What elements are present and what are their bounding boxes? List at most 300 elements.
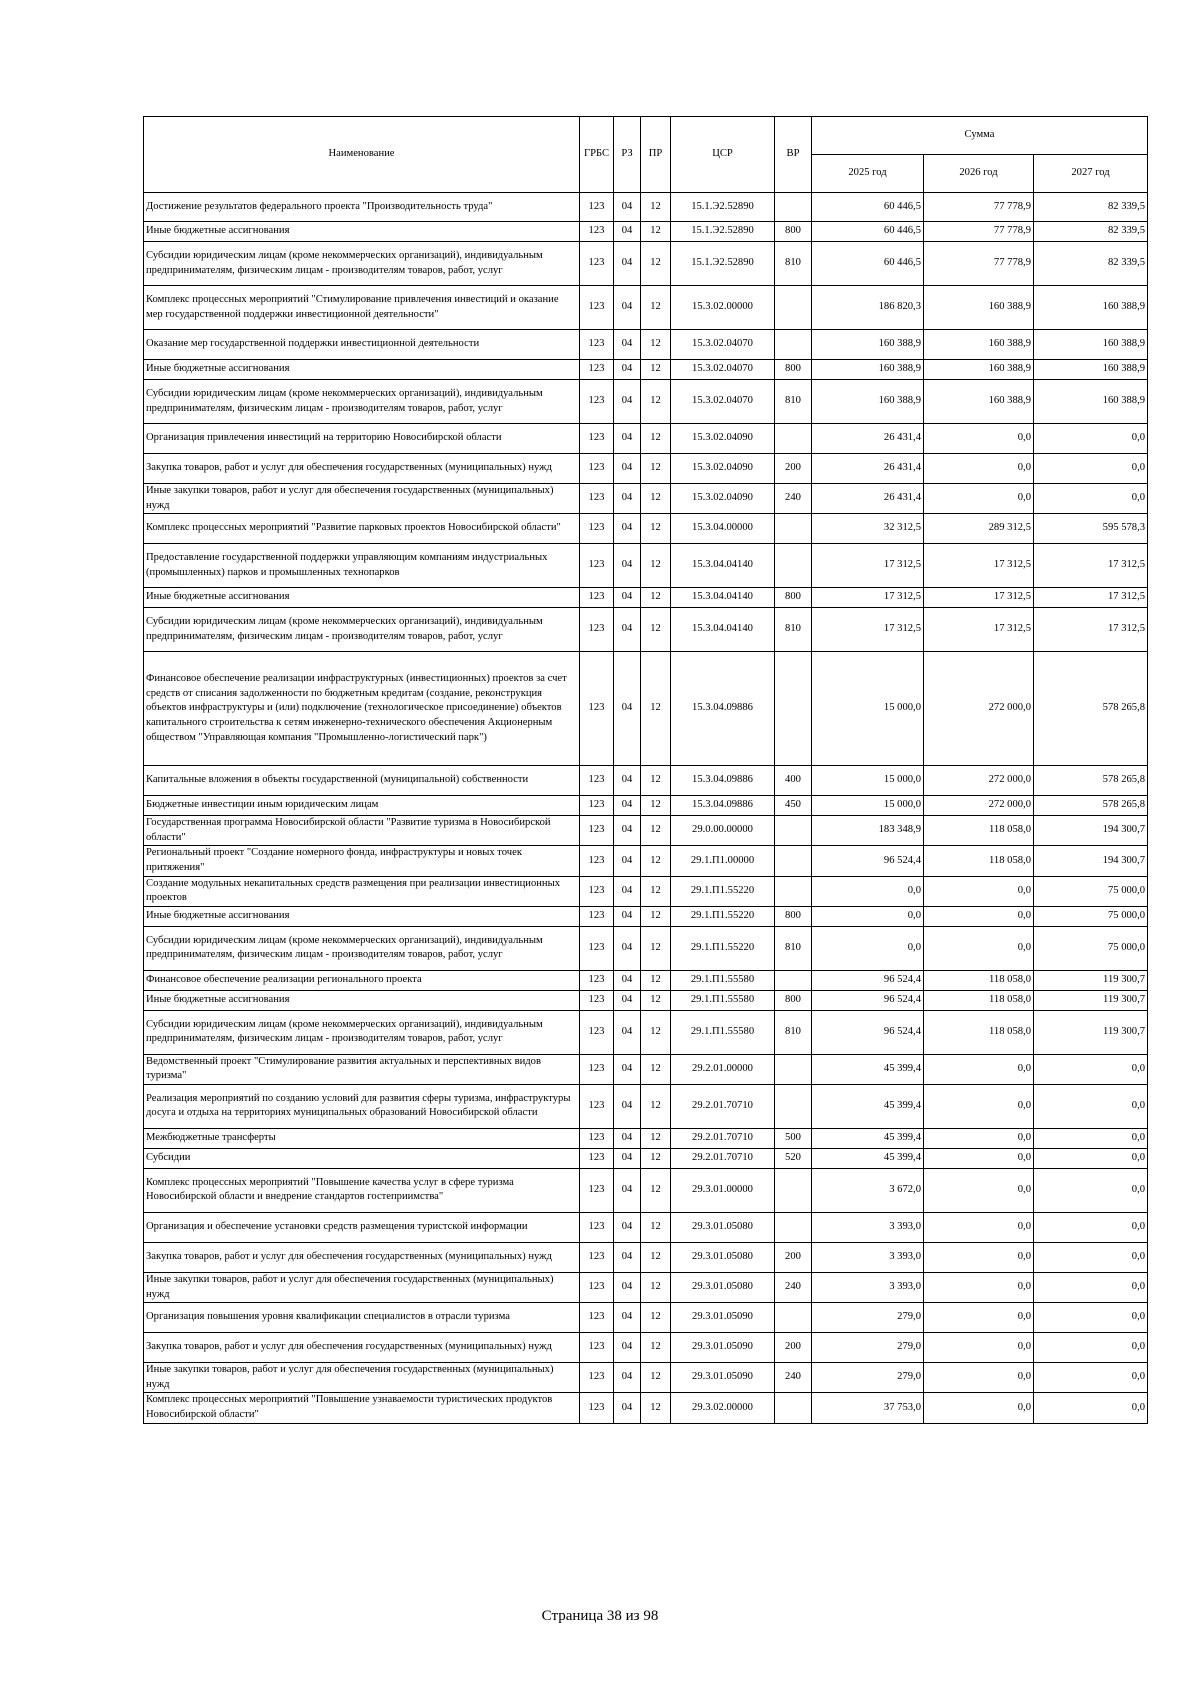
row-pr: 12 <box>641 286 671 330</box>
row-sum-2026: 17 312,5 <box>924 608 1034 652</box>
row-sum-2025: 45 399,4 <box>812 1148 924 1168</box>
row-csr: 15.1.Э2.52890 <box>671 222 775 242</box>
row-sum-2026: 0,0 <box>924 1363 1034 1393</box>
row-name: Субсидии юридическим лицам (кроме некоммерческих организаций), индивидуальным предпринимателям, физическим лицам - производителям товаров, работ, услуг <box>144 926 580 970</box>
col-header-csr: ЦСР <box>671 117 775 193</box>
row-vr: 200 <box>775 454 812 484</box>
row-sum-2027: 17 312,5 <box>1034 544 1148 588</box>
row-pr: 12 <box>641 1272 671 1302</box>
row-sum-2026: 160 388,9 <box>924 286 1034 330</box>
row-vr <box>775 1168 812 1212</box>
row-rz: 04 <box>614 544 641 588</box>
row-rz: 04 <box>614 380 641 424</box>
row-name: Организация привлечения инвестиций на территорию Новосибирской области <box>144 424 580 454</box>
row-sum-2025: 37 753,0 <box>812 1393 924 1423</box>
table-row <box>144 286 1148 330</box>
row-vr <box>775 652 812 766</box>
row-csr: 15.3.02.04070 <box>671 330 775 360</box>
row-sum-2027: 0,0 <box>1034 1148 1148 1168</box>
row-sum-2025: 96 524,4 <box>812 1010 924 1054</box>
row-csr: 29.2.01.00000 <box>671 1054 775 1084</box>
row-name: Бюджетные инвестиции иным юридическим лицам <box>144 796 580 816</box>
table-row <box>144 796 1148 816</box>
row-vr: 400 <box>775 766 812 796</box>
row-rz: 04 <box>614 1242 641 1272</box>
table-row <box>144 816 1148 846</box>
row-grbs: 123 <box>580 1303 614 1333</box>
row-grbs: 123 <box>580 1054 614 1084</box>
row-rz: 04 <box>614 588 641 608</box>
row-sum-2025: 0,0 <box>812 876 924 906</box>
row-csr: 29.3.02.00000 <box>671 1393 775 1423</box>
row-csr: 29.0.00.00000 <box>671 816 775 846</box>
row-sum-2026: 0,0 <box>924 926 1034 970</box>
row-sum-2027: 75 000,0 <box>1034 906 1148 926</box>
row-name: Субсидии юридическим лицам (кроме некоммерческих организаций), индивидуальным предпринимателям, физическим лицам - производителям товаров, работ, услуг <box>144 242 580 286</box>
row-vr: 810 <box>775 926 812 970</box>
row-sum-2026: 272 000,0 <box>924 766 1034 796</box>
row-sum-2025: 183 348,9 <box>812 816 924 846</box>
row-grbs: 123 <box>580 330 614 360</box>
row-name: Капитальные вложения в объекты государственной (муниципальной) собственности <box>144 766 580 796</box>
table-row <box>144 1363 1148 1393</box>
row-rz: 04 <box>614 608 641 652</box>
row-sum-2026: 272 000,0 <box>924 652 1034 766</box>
budget-table <box>143 116 1148 1424</box>
row-sum-2027: 578 265,8 <box>1034 766 1148 796</box>
row-pr: 12 <box>641 876 671 906</box>
row-grbs: 123 <box>580 286 614 330</box>
row-pr: 12 <box>641 926 671 970</box>
row-csr: 29.2.01.70710 <box>671 1148 775 1168</box>
row-name: Ведомственный проект "Стимулирование развития актуальных и перспективных видов туризма" <box>144 1054 580 1084</box>
table-row <box>144 970 1148 990</box>
row-rz: 04 <box>614 1363 641 1393</box>
row-sum-2025: 3 393,0 <box>812 1242 924 1272</box>
row-rz: 04 <box>614 286 641 330</box>
row-sum-2026: 118 058,0 <box>924 990 1034 1010</box>
row-grbs: 123 <box>580 926 614 970</box>
table-row <box>144 454 1148 484</box>
row-name: Создание модульных некапитальных средств размещения при реализации инвестиционных проектов <box>144 876 580 906</box>
row-grbs: 123 <box>580 380 614 424</box>
row-sum-2026: 160 388,9 <box>924 360 1034 380</box>
row-pr: 12 <box>641 360 671 380</box>
row-sum-2025: 17 312,5 <box>812 608 924 652</box>
col-header-grbs: ГРБС <box>580 117 614 193</box>
row-rz: 04 <box>614 1128 641 1148</box>
row-sum-2026: 77 778,9 <box>924 193 1034 222</box>
row-sum-2025: 15 000,0 <box>812 796 924 816</box>
row-grbs: 123 <box>580 796 614 816</box>
row-pr: 12 <box>641 906 671 926</box>
row-name: Субсидии юридическим лицам (кроме некоммерческих организаций), индивидуальным предпринимателям, физическим лицам - производителям товаров, работ, услуг <box>144 608 580 652</box>
row-rz: 04 <box>614 1212 641 1242</box>
row-vr: 450 <box>775 796 812 816</box>
row-sum-2027: 82 339,5 <box>1034 193 1148 222</box>
row-grbs: 123 <box>580 1363 614 1393</box>
row-sum-2027: 82 339,5 <box>1034 222 1148 242</box>
row-vr <box>775 514 812 544</box>
row-pr: 12 <box>641 1333 671 1363</box>
table-row <box>144 1272 1148 1302</box>
row-vr: 500 <box>775 1128 812 1148</box>
row-vr <box>775 876 812 906</box>
row-sum-2027: 0,0 <box>1034 1272 1148 1302</box>
row-name: Межбюджетные трансферты <box>144 1128 580 1148</box>
row-sum-2027: 0,0 <box>1034 1128 1148 1148</box>
row-sum-2026: 118 058,0 <box>924 970 1034 990</box>
row-rz: 04 <box>614 846 641 876</box>
row-sum-2026: 0,0 <box>924 1148 1034 1168</box>
row-sum-2027: 578 265,8 <box>1034 652 1148 766</box>
row-rz: 04 <box>614 454 641 484</box>
table-row <box>144 1333 1148 1363</box>
row-sum-2027: 0,0 <box>1034 454 1148 484</box>
row-rz: 04 <box>614 1393 641 1423</box>
row-rz: 04 <box>614 360 641 380</box>
table-row <box>144 906 1148 926</box>
row-vr <box>775 846 812 876</box>
row-pr: 12 <box>641 1148 671 1168</box>
row-sum-2025: 45 399,4 <box>812 1054 924 1084</box>
row-csr: 15.3.02.04070 <box>671 380 775 424</box>
row-name: Комплекс процессных мероприятий "Стимулирование привлечения инвестиций и оказание мер государственной поддержки инвестиционной деятельности" <box>144 286 580 330</box>
row-csr: 15.3.04.09886 <box>671 652 775 766</box>
row-pr: 12 <box>641 514 671 544</box>
row-vr: 800 <box>775 906 812 926</box>
table-row <box>144 608 1148 652</box>
row-rz: 04 <box>614 424 641 454</box>
row-grbs: 123 <box>580 876 614 906</box>
row-sum-2026: 17 312,5 <box>924 588 1034 608</box>
table-row <box>144 514 1148 544</box>
row-vr <box>775 1212 812 1242</box>
table-row <box>144 360 1148 380</box>
row-csr: 15.3.04.09886 <box>671 796 775 816</box>
row-csr: 29.1.П1.55580 <box>671 990 775 1010</box>
col-header-2026: 2026 год <box>924 155 1034 193</box>
row-csr: 15.3.04.04140 <box>671 588 775 608</box>
table-row <box>144 588 1148 608</box>
table-row <box>144 766 1148 796</box>
table-row <box>144 330 1148 360</box>
row-csr: 15.3.02.00000 <box>671 286 775 330</box>
row-rz: 04 <box>614 222 641 242</box>
row-sum-2025: 45 399,4 <box>812 1128 924 1148</box>
row-pr: 12 <box>641 766 671 796</box>
row-pr: 12 <box>641 990 671 1010</box>
row-rz: 04 <box>614 1168 641 1212</box>
row-vr: 810 <box>775 242 812 286</box>
table-row <box>144 544 1148 588</box>
row-sum-2025: 160 388,9 <box>812 380 924 424</box>
row-sum-2027: 160 388,9 <box>1034 330 1148 360</box>
row-pr: 12 <box>641 242 671 286</box>
row-rz: 04 <box>614 1148 641 1168</box>
row-name: Иные закупки товаров, работ и услуг для обеспечения государственных (муниципальных) нужд <box>144 1272 580 1302</box>
row-pr: 12 <box>641 816 671 846</box>
row-vr <box>775 970 812 990</box>
row-sum-2025: 0,0 <box>812 926 924 970</box>
row-sum-2027: 0,0 <box>1034 1242 1148 1272</box>
table-row <box>144 222 1148 242</box>
row-sum-2025: 15 000,0 <box>812 652 924 766</box>
row-pr: 12 <box>641 1393 671 1423</box>
row-sum-2025: 279,0 <box>812 1303 924 1333</box>
row-sum-2027: 119 300,7 <box>1034 970 1148 990</box>
row-name: Субсидии юридическим лицам (кроме некоммерческих организаций), индивидуальным предпринимателям, физическим лицам - производителям товаров, работ, услуг <box>144 1010 580 1054</box>
row-csr: 29.3.01.05080 <box>671 1242 775 1272</box>
row-name: Финансовое обеспечение реализации инфраструктурных (инвестиционных) проектов за счет средств от списания задолженности по бюджетным кредитам (создание, реконструкция объектов инфраструктуры и (или) подключение (технологическое присоединение) объектов капитального строительства к сетям инженерно-технического обеспечения Акционерным обществом "Управляющая компания "Промышленно-логистический парк") <box>144 652 580 766</box>
row-vr: 200 <box>775 1242 812 1272</box>
row-rz: 04 <box>614 990 641 1010</box>
row-name: Субсидии <box>144 1148 580 1168</box>
row-name: Закупка товаров, работ и услуг для обеспечения государственных (муниципальных) нужд <box>144 1333 580 1363</box>
row-vr <box>775 1054 812 1084</box>
row-sum-2025: 60 446,5 <box>812 222 924 242</box>
col-header-sum: Сумма <box>812 117 1148 155</box>
row-sum-2026: 0,0 <box>924 1084 1034 1128</box>
row-csr: 15.1.Э2.52890 <box>671 193 775 222</box>
row-pr: 12 <box>641 330 671 360</box>
row-sum-2026: 77 778,9 <box>924 242 1034 286</box>
row-vr <box>775 816 812 846</box>
row-name: Региональный проект "Создание номерного фонда, инфраструктуры и новых точек притяжения" <box>144 846 580 876</box>
row-rz: 04 <box>614 242 641 286</box>
row-grbs: 123 <box>580 544 614 588</box>
row-sum-2025: 3 672,0 <box>812 1168 924 1212</box>
row-vr: 520 <box>775 1148 812 1168</box>
row-vr <box>775 544 812 588</box>
row-vr <box>775 424 812 454</box>
table-row <box>144 1054 1148 1084</box>
row-rz: 04 <box>614 1010 641 1054</box>
row-vr <box>775 1084 812 1128</box>
table-row <box>144 1010 1148 1054</box>
row-sum-2027: 194 300,7 <box>1034 846 1148 876</box>
row-sum-2025: 17 312,5 <box>812 588 924 608</box>
row-pr: 12 <box>641 424 671 454</box>
row-sum-2026: 118 058,0 <box>924 846 1034 876</box>
table-row <box>144 1393 1148 1423</box>
row-grbs: 123 <box>580 222 614 242</box>
row-sum-2027: 0,0 <box>1034 1333 1148 1363</box>
row-vr: 240 <box>775 1363 812 1393</box>
row-grbs: 123 <box>580 514 614 544</box>
row-sum-2027: 75 000,0 <box>1034 926 1148 970</box>
row-sum-2027: 0,0 <box>1034 1168 1148 1212</box>
row-sum-2025: 186 820,3 <box>812 286 924 330</box>
row-sum-2026: 17 312,5 <box>924 544 1034 588</box>
row-grbs: 123 <box>580 1393 614 1423</box>
col-header-pr: ПР <box>641 117 671 193</box>
row-pr: 12 <box>641 1084 671 1128</box>
row-csr: 15.3.02.04070 <box>671 360 775 380</box>
row-pr: 12 <box>641 193 671 222</box>
row-vr: 810 <box>775 380 812 424</box>
row-csr: 29.1.П1.55580 <box>671 970 775 990</box>
row-name: Иные закупки товаров, работ и услуг для обеспечения государственных (муниципальных) нужд <box>144 1363 580 1393</box>
row-sum-2027: 0,0 <box>1034 1212 1148 1242</box>
row-csr: 15.3.04.04140 <box>671 544 775 588</box>
row-sum-2026: 0,0 <box>924 1333 1034 1363</box>
row-grbs: 123 <box>580 766 614 796</box>
row-grbs: 123 <box>580 990 614 1010</box>
row-rz: 04 <box>614 970 641 990</box>
row-rz: 04 <box>614 330 641 360</box>
col-header-2027: 2027 год <box>1034 155 1148 193</box>
row-name: Реализация мероприятий по созданию условий для развития сферы туризма, инфраструктуры досуга и отдыха на территориях муниципальных образований Новосибирской области <box>144 1084 580 1128</box>
row-sum-2027: 119 300,7 <box>1034 990 1148 1010</box>
row-sum-2025: 17 312,5 <box>812 544 924 588</box>
page-number: Страница 38 из 98 <box>541 1608 659 1624</box>
row-sum-2025: 26 431,4 <box>812 484 924 514</box>
row-grbs: 123 <box>580 454 614 484</box>
row-grbs: 123 <box>580 1333 614 1363</box>
row-sum-2025: 26 431,4 <box>812 424 924 454</box>
row-rz: 04 <box>614 652 641 766</box>
row-sum-2026: 0,0 <box>924 876 1034 906</box>
row-grbs: 123 <box>580 608 614 652</box>
row-pr: 12 <box>641 222 671 242</box>
table-row <box>144 1303 1148 1333</box>
row-sum-2025: 96 524,4 <box>812 970 924 990</box>
table-row <box>144 926 1148 970</box>
row-vr <box>775 286 812 330</box>
table-row <box>144 1212 1148 1242</box>
row-sum-2025: 96 524,4 <box>812 846 924 876</box>
table-row <box>144 846 1148 876</box>
row-sum-2025: 32 312,5 <box>812 514 924 544</box>
row-sum-2026: 0,0 <box>924 1393 1034 1423</box>
row-name: Иные бюджетные ассигнования <box>144 222 580 242</box>
row-sum-2027: 0,0 <box>1034 1084 1148 1128</box>
row-grbs: 123 <box>580 1010 614 1054</box>
row-grbs: 123 <box>580 424 614 454</box>
row-sum-2027: 17 312,5 <box>1034 608 1148 652</box>
row-grbs: 123 <box>580 652 614 766</box>
row-sum-2027: 160 388,9 <box>1034 360 1148 380</box>
row-grbs: 123 <box>580 846 614 876</box>
row-rz: 04 <box>614 926 641 970</box>
row-sum-2027: 119 300,7 <box>1034 1010 1148 1054</box>
row-grbs: 123 <box>580 816 614 846</box>
row-sum-2026: 118 058,0 <box>924 816 1034 846</box>
col-header-name: Наименование <box>144 117 580 193</box>
row-sum-2027: 578 265,8 <box>1034 796 1148 816</box>
row-grbs: 123 <box>580 970 614 990</box>
row-sum-2027: 82 339,5 <box>1034 242 1148 286</box>
row-pr: 12 <box>641 544 671 588</box>
row-rz: 04 <box>614 1333 641 1363</box>
table-row <box>144 990 1148 1010</box>
row-sum-2025: 160 388,9 <box>812 330 924 360</box>
row-csr: 15.3.02.04090 <box>671 454 775 484</box>
row-csr: 15.3.02.04090 <box>671 484 775 514</box>
row-vr: 800 <box>775 588 812 608</box>
row-vr: 800 <box>775 360 812 380</box>
col-header-vr: ВР <box>775 117 812 193</box>
row-sum-2026: 77 778,9 <box>924 222 1034 242</box>
row-name: Иные бюджетные ассигнования <box>144 588 580 608</box>
table-row <box>144 424 1148 454</box>
table-row <box>144 193 1148 222</box>
row-sum-2025: 0,0 <box>812 906 924 926</box>
row-sum-2027: 0,0 <box>1034 1363 1148 1393</box>
row-name: Комплекс процессных мероприятий "Повышение узнаваемости туристических продуктов Новосибирской области" <box>144 1393 580 1423</box>
row-vr: 240 <box>775 484 812 514</box>
row-name: Государственная программа Новосибирской области "Развитие туризма в Новосибирской области" <box>144 816 580 846</box>
row-sum-2027: 0,0 <box>1034 1303 1148 1333</box>
row-csr: 29.3.01.00000 <box>671 1168 775 1212</box>
table-row <box>144 1168 1148 1212</box>
row-csr: 15.1.Э2.52890 <box>671 242 775 286</box>
row-pr: 12 <box>641 970 671 990</box>
row-grbs: 123 <box>580 1148 614 1168</box>
table-row <box>144 484 1148 514</box>
row-csr: 15.3.02.04090 <box>671 424 775 454</box>
row-grbs: 123 <box>580 1272 614 1302</box>
row-name: Комплекс процессных мероприятий "Развитие парковых проектов Новосибирской области" <box>144 514 580 544</box>
row-rz: 04 <box>614 906 641 926</box>
row-grbs: 123 <box>580 1084 614 1128</box>
row-rz: 04 <box>614 1084 641 1128</box>
col-header-2025: 2025 год <box>812 155 924 193</box>
row-vr <box>775 193 812 222</box>
row-grbs: 123 <box>580 484 614 514</box>
row-vr: 810 <box>775 608 812 652</box>
row-sum-2026: 160 388,9 <box>924 330 1034 360</box>
row-grbs: 123 <box>580 360 614 380</box>
row-pr: 12 <box>641 796 671 816</box>
row-rz: 04 <box>614 514 641 544</box>
row-csr: 29.2.01.70710 <box>671 1128 775 1148</box>
row-sum-2025: 96 524,4 <box>812 990 924 1010</box>
row-sum-2025: 3 393,0 <box>812 1272 924 1302</box>
row-name: Иные бюджетные ассигнования <box>144 906 580 926</box>
row-csr: 29.1.П1.55220 <box>671 906 775 926</box>
row-name: Предоставление государственной поддержки управляющим компаниям индустриальных (промышленных) парков и промышленных технопарков <box>144 544 580 588</box>
row-sum-2025: 160 388,9 <box>812 360 924 380</box>
row-vr: 810 <box>775 1010 812 1054</box>
row-sum-2026: 0,0 <box>924 1242 1034 1272</box>
row-name: Иные бюджетные ассигнования <box>144 360 580 380</box>
table-row <box>144 1148 1148 1168</box>
row-grbs: 123 <box>580 1242 614 1272</box>
table-row <box>144 652 1148 766</box>
row-rz: 04 <box>614 766 641 796</box>
row-pr: 12 <box>641 608 671 652</box>
row-grbs: 123 <box>580 1168 614 1212</box>
row-sum-2025: 60 446,5 <box>812 193 924 222</box>
row-csr: 29.1.П1.55220 <box>671 926 775 970</box>
row-csr: 29.1.П1.55220 <box>671 876 775 906</box>
row-name: Иные бюджетные ассигнования <box>144 990 580 1010</box>
col-header-rz: РЗ <box>614 117 641 193</box>
row-sum-2025: 3 393,0 <box>812 1212 924 1242</box>
row-vr <box>775 1303 812 1333</box>
row-csr: 29.3.01.05080 <box>671 1272 775 1302</box>
row-name: Организация и обеспечение установки средств размещения туристской информации <box>144 1212 580 1242</box>
row-pr: 12 <box>641 1010 671 1054</box>
row-name: Закупка товаров, работ и услуг для обеспечения государственных (муниципальных) нужд <box>144 454 580 484</box>
row-pr: 12 <box>641 1303 671 1333</box>
row-csr: 29.1.П1.00000 <box>671 846 775 876</box>
row-pr: 12 <box>641 1128 671 1148</box>
row-pr: 12 <box>641 454 671 484</box>
row-sum-2027: 194 300,7 <box>1034 816 1148 846</box>
